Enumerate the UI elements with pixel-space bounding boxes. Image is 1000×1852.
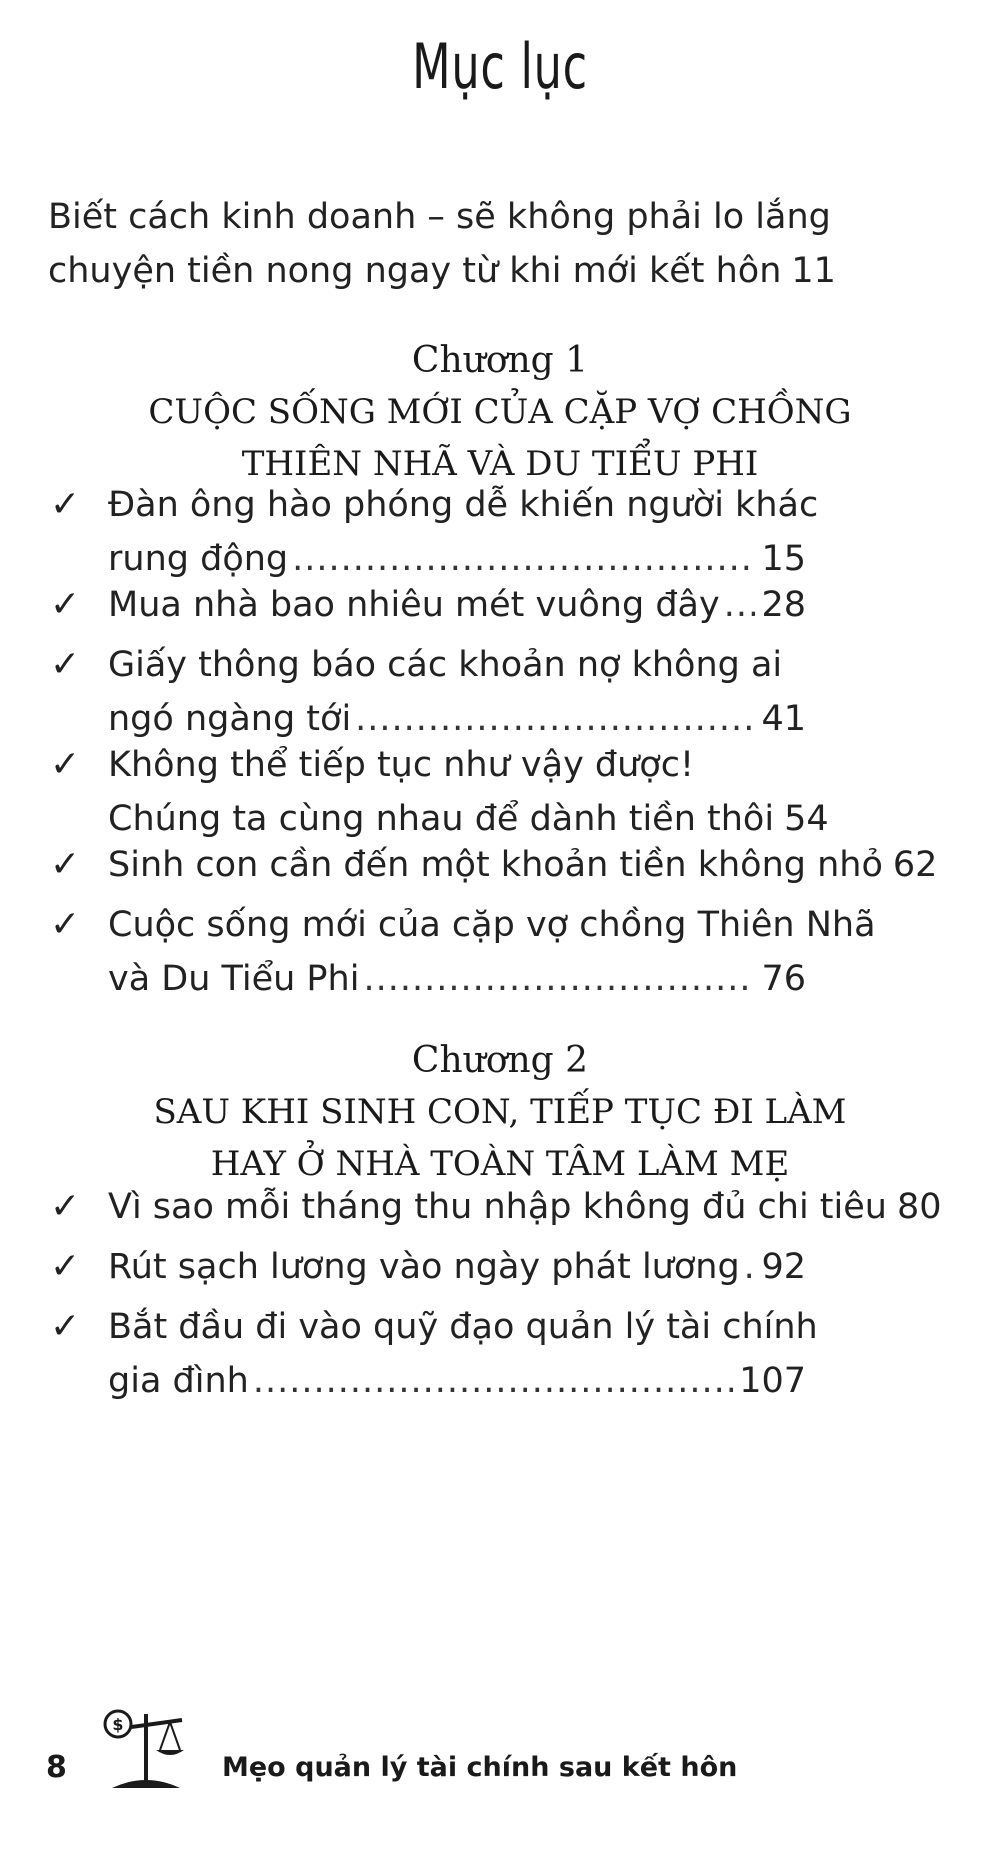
page-title: Mục lục <box>412 30 588 103</box>
page-ref: 62 <box>892 845 938 885</box>
chapter-2-label: Chương 2 <box>411 1040 589 1081</box>
entry-line: Cuộc sống mới của cặp vợ chồng Thiên Nhã <box>108 905 876 945</box>
check-icon: ✓ <box>50 644 81 685</box>
leader-dots <box>744 1240 756 1294</box>
toc-entry <box>108 638 806 746</box>
check-icon: ✓ <box>50 584 81 625</box>
chapter-title-line: HAY Ở NHÀ TOÀN TÂM LÀM MẸ <box>210 1144 790 1184</box>
chapter-1-label: Chương 1 <box>411 340 589 381</box>
toc-entry <box>108 1300 818 1408</box>
page-ref: 28 <box>761 585 806 625</box>
entry-line: Đàn ông hào phóng dễ khiến người khác <box>108 485 819 525</box>
toc-entry <box>108 898 876 1006</box>
entry-text: Sinh con cần đến một khoản tiền không nhỏ <box>108 845 883 885</box>
toc-entry-intro <box>48 190 836 298</box>
toc-entry <box>108 478 819 586</box>
entry-text: ngó ngàng tới <box>108 699 352 739</box>
entry-text: Chúng ta cùng nhau để dành tiền thôi <box>108 799 775 839</box>
scale-with-dollar-icon <box>100 1700 192 1792</box>
entry-line: Giấy thông báo các khoản nợ không ai <box>108 645 783 685</box>
check-icon: ✓ <box>50 1186 81 1227</box>
book-title: Mẹo quản lý tài chính sau kết hôn <box>222 1752 738 1783</box>
toc-entry <box>108 1180 942 1234</box>
entry-text: Rút sạch lương vào ngày phát lương <box>108 1247 740 1287</box>
chapter-1-title <box>0 386 1000 490</box>
entry-line: Bắt đầu đi vào quỹ đạo quản lý tài chính <box>108 1307 818 1347</box>
toc-entry <box>108 1240 806 1294</box>
toc-entry <box>108 738 829 846</box>
check-icon: ✓ <box>50 844 81 885</box>
page-ref: 76 <box>761 959 806 999</box>
chapter-title-line: CUỘC SỐNG MỚI CỦA CẶP VỢ CHỒNG <box>148 392 852 432</box>
entry-text: Vì sao mỗi tháng thu nhập không đủ chi tiêu <box>108 1187 887 1227</box>
check-icon: ✓ <box>50 904 81 945</box>
check-icon: ✓ <box>50 1246 81 1287</box>
page-ref: 107 <box>739 1361 806 1401</box>
leader-dots <box>253 1354 733 1408</box>
page-ref: 11 <box>791 251 836 291</box>
chapter-title-line: THIÊN NHÃ VÀ DU TIỂU PHI <box>241 444 759 484</box>
chapter-title-line: SAU KHI SINH CON, TIẾP TỤC ĐI LÀM <box>153 1092 847 1132</box>
page-ref: 92 <box>761 1247 806 1287</box>
check-icon: ✓ <box>50 744 81 785</box>
entry-text: Mua nhà bao nhiêu mét vuông đây <box>108 585 720 625</box>
page-ref: 15 <box>761 539 806 579</box>
leader-dots <box>363 952 755 1006</box>
chapter-2-title <box>0 1086 1000 1190</box>
check-icon: ✓ <box>50 1306 81 1347</box>
entry-text: rung động <box>108 539 289 579</box>
entry-text: gia đình <box>108 1361 249 1401</box>
page-ref: 80 <box>896 1187 942 1227</box>
svg-text:$: $ <box>112 1715 124 1734</box>
entry-text: và Du Tiểu Phi <box>108 959 360 999</box>
toc-entry <box>108 578 806 632</box>
page-ref: 54 <box>784 799 829 839</box>
toc-entry <box>108 838 938 892</box>
page-ref: 41 <box>761 699 806 739</box>
entry-line: Biết cách kinh doanh – sẽ không phải lo lắng <box>48 197 831 237</box>
leader-dots <box>724 578 756 632</box>
check-icon: ✓ <box>50 484 81 525</box>
entry-line: Không thể tiếp tục như vậy được! <box>108 745 694 785</box>
entry-text: chuyện tiền nong ngay từ khi mới kết hôn <box>48 251 782 291</box>
page-number: 8 <box>46 1750 67 1785</box>
